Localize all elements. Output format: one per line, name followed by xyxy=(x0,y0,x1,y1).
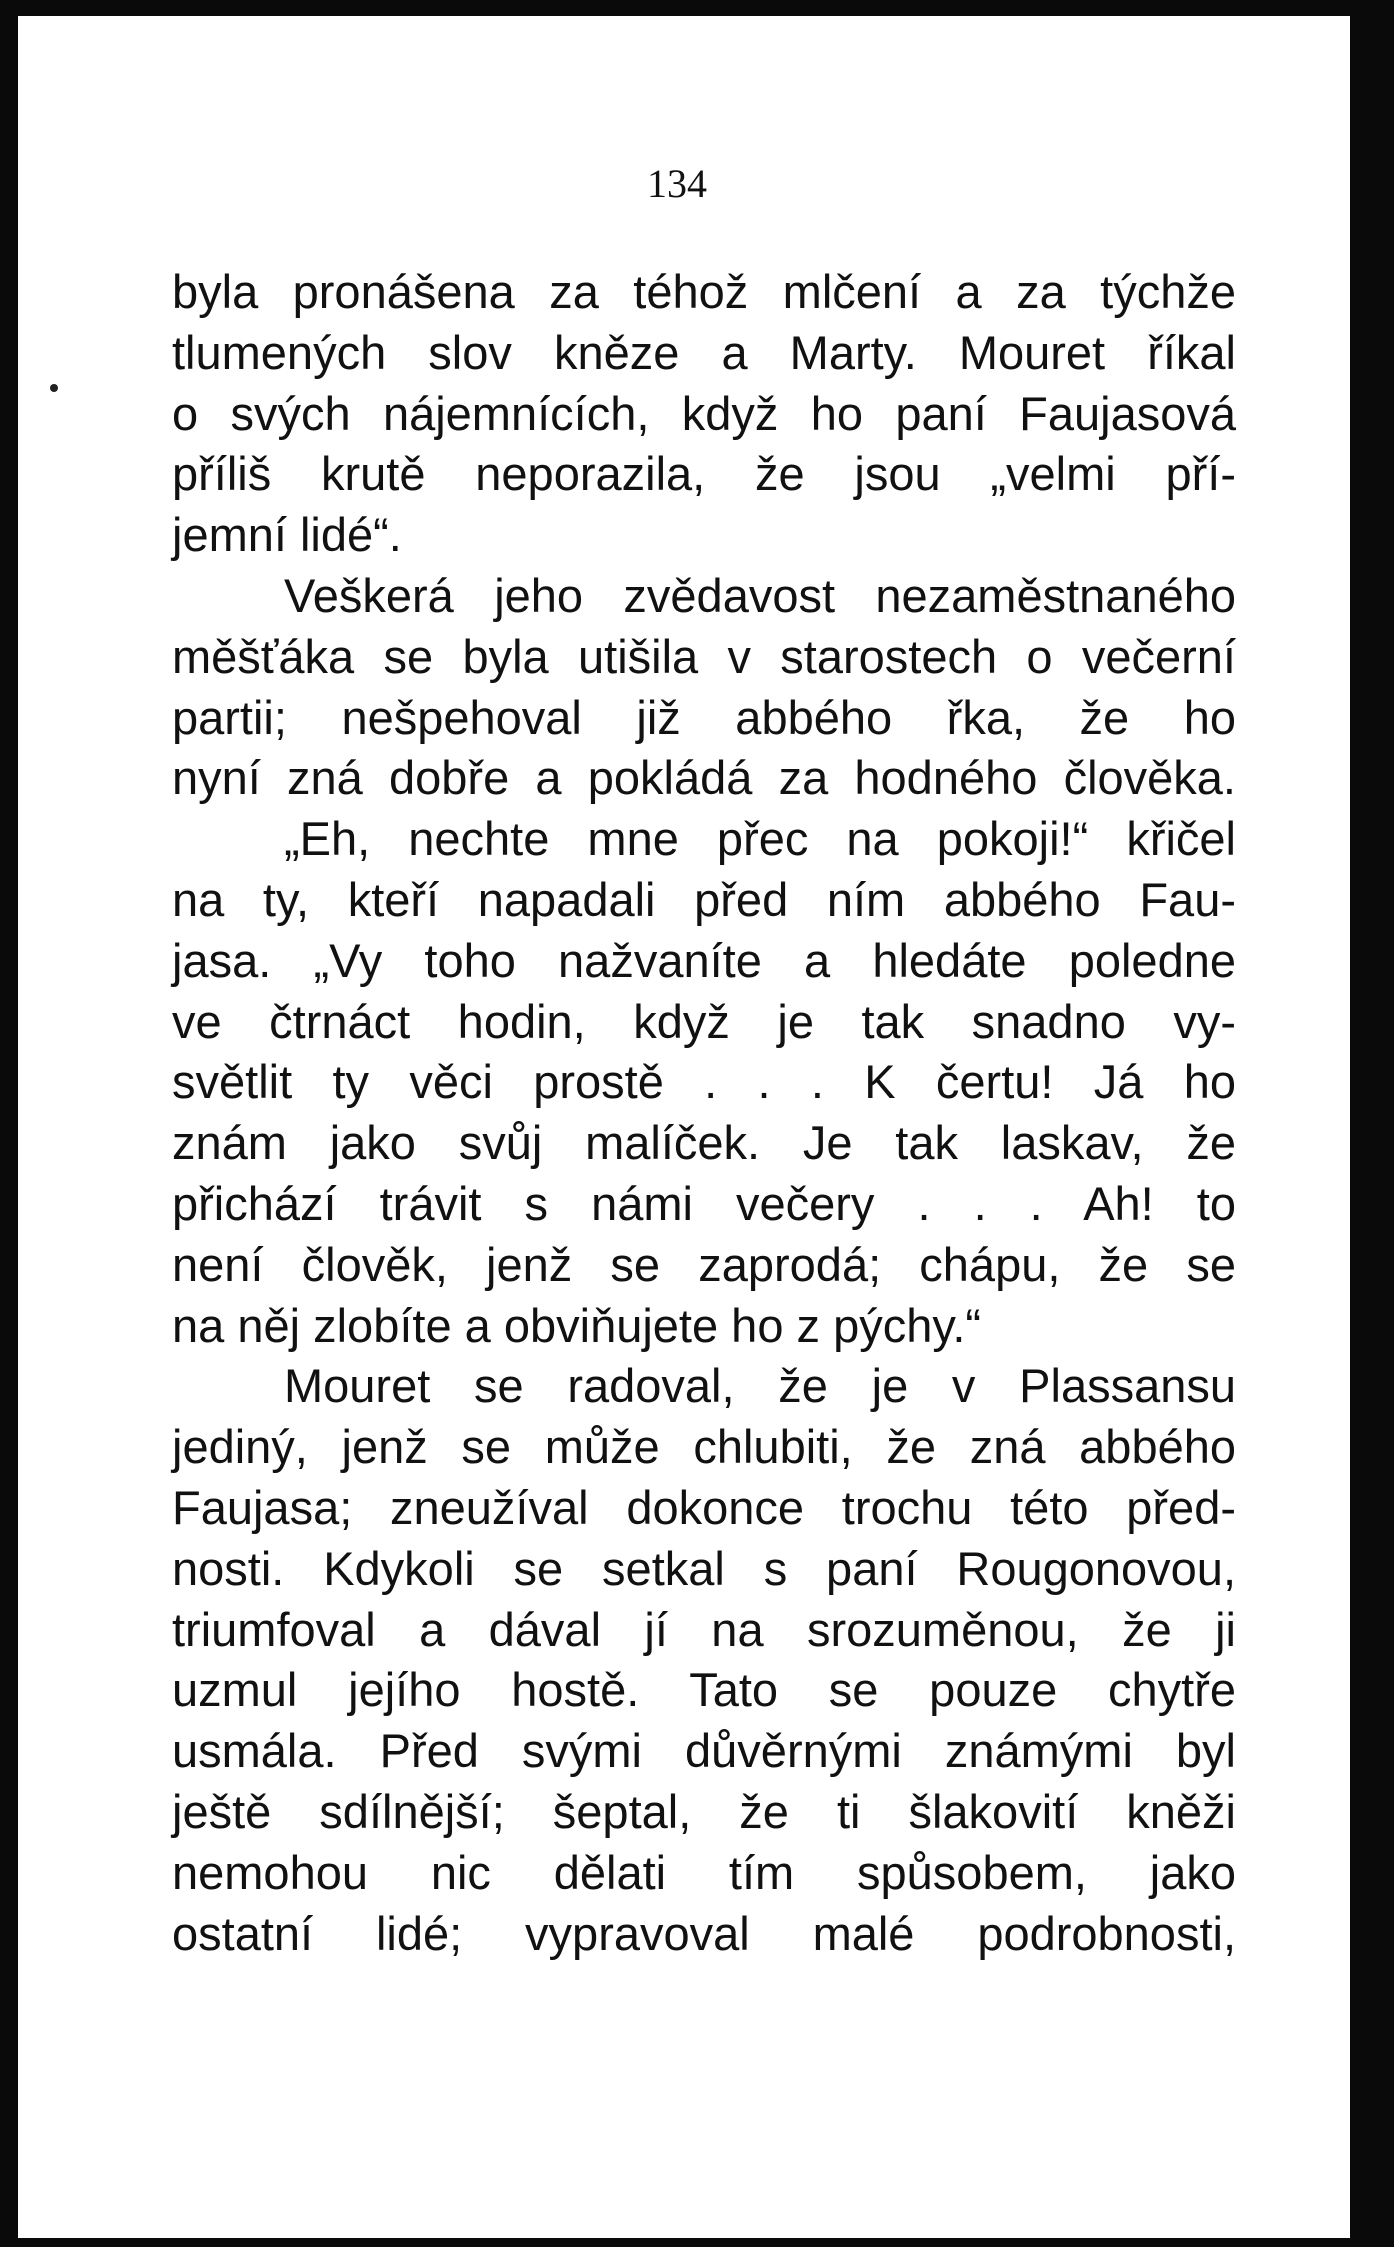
text-line: uzmul jejího hostě. Tato se pouze chytře xyxy=(172,1663,1236,1717)
body-text xyxy=(172,262,1236,1964)
text-line: jediný, jenž se může chlubiti, že zná abbého xyxy=(172,1420,1236,1474)
text-line: není člověk, jenž se zaprodá; chápu, že se xyxy=(172,1237,1236,1291)
text-line: partii; nešpehoval již abbého řka, že ho xyxy=(172,690,1236,744)
text-line: měšťáka se byla utišila v starostech o večerní xyxy=(172,629,1236,683)
text-line: Faujasa; zneužíval dokonce trochu této před- xyxy=(172,1480,1236,1534)
text-line: ostatní lidé; vypravoval malé podrobnosti, xyxy=(172,1906,1236,1960)
page-number: 134 xyxy=(647,161,707,206)
text-line: na něj zlobíte a obviňujete ho z pýchy.“ xyxy=(172,1298,982,1352)
text-line: příliš krutě neporazila, že jsou „velmi pří- xyxy=(172,447,1236,501)
paper-speck xyxy=(50,384,58,392)
text-line: nosti. Kdykoli se setkal s paní Rougonovou, xyxy=(172,1541,1236,1595)
text-line: nyní zná dobře a pokládá za hodného člověka. xyxy=(172,751,1236,805)
text-line: ještě sdílnější; šeptal, že ti šlakovití kněži xyxy=(172,1784,1236,1838)
text-line: tlumených slov kněze a Marty. Mouret říkal xyxy=(172,325,1236,379)
text-line: světlit ty věci prostě . . . K čertu! Já ho xyxy=(172,1055,1236,1109)
text-line: na ty, kteří napadali před ním abbého Fau- xyxy=(172,872,1236,926)
text-line: ve čtrnáct hodin, když je tak snadno vy- xyxy=(172,994,1236,1048)
text-line: Mouret se radoval, že je v Plassansu xyxy=(284,1359,1236,1413)
text-line: přichází trávit s námi večery . . . Ah! to xyxy=(172,1176,1236,1230)
page-edge-shadow xyxy=(1350,0,1394,2247)
text-line: Veškerá jeho zvědavost nezaměstnaného xyxy=(284,568,1236,622)
text-line: triumfoval a dával jí na srozuměnou, že ji xyxy=(172,1602,1236,1656)
text-line: nemohou nic dělati tím spůsobem, jako xyxy=(172,1845,1236,1899)
text-line: o svých nájemnících, když ho paní Faujasová xyxy=(172,386,1236,440)
text-line: znám jako svůj malíček. Je tak laskav, že xyxy=(172,1116,1236,1170)
text-line: byla pronášena za téhož mlčení a za týchže xyxy=(172,265,1236,318)
text-line: jemní lidé“. xyxy=(172,508,402,562)
text-line: jasa. „Vy toho nažvaníte a hledáte poledne xyxy=(172,933,1236,987)
text-line: usmála. Před svými důvěrnými známými byl xyxy=(172,1724,1236,1778)
text-line: „Eh, nechte mne přec na pokoji!“ křičel xyxy=(284,812,1236,866)
